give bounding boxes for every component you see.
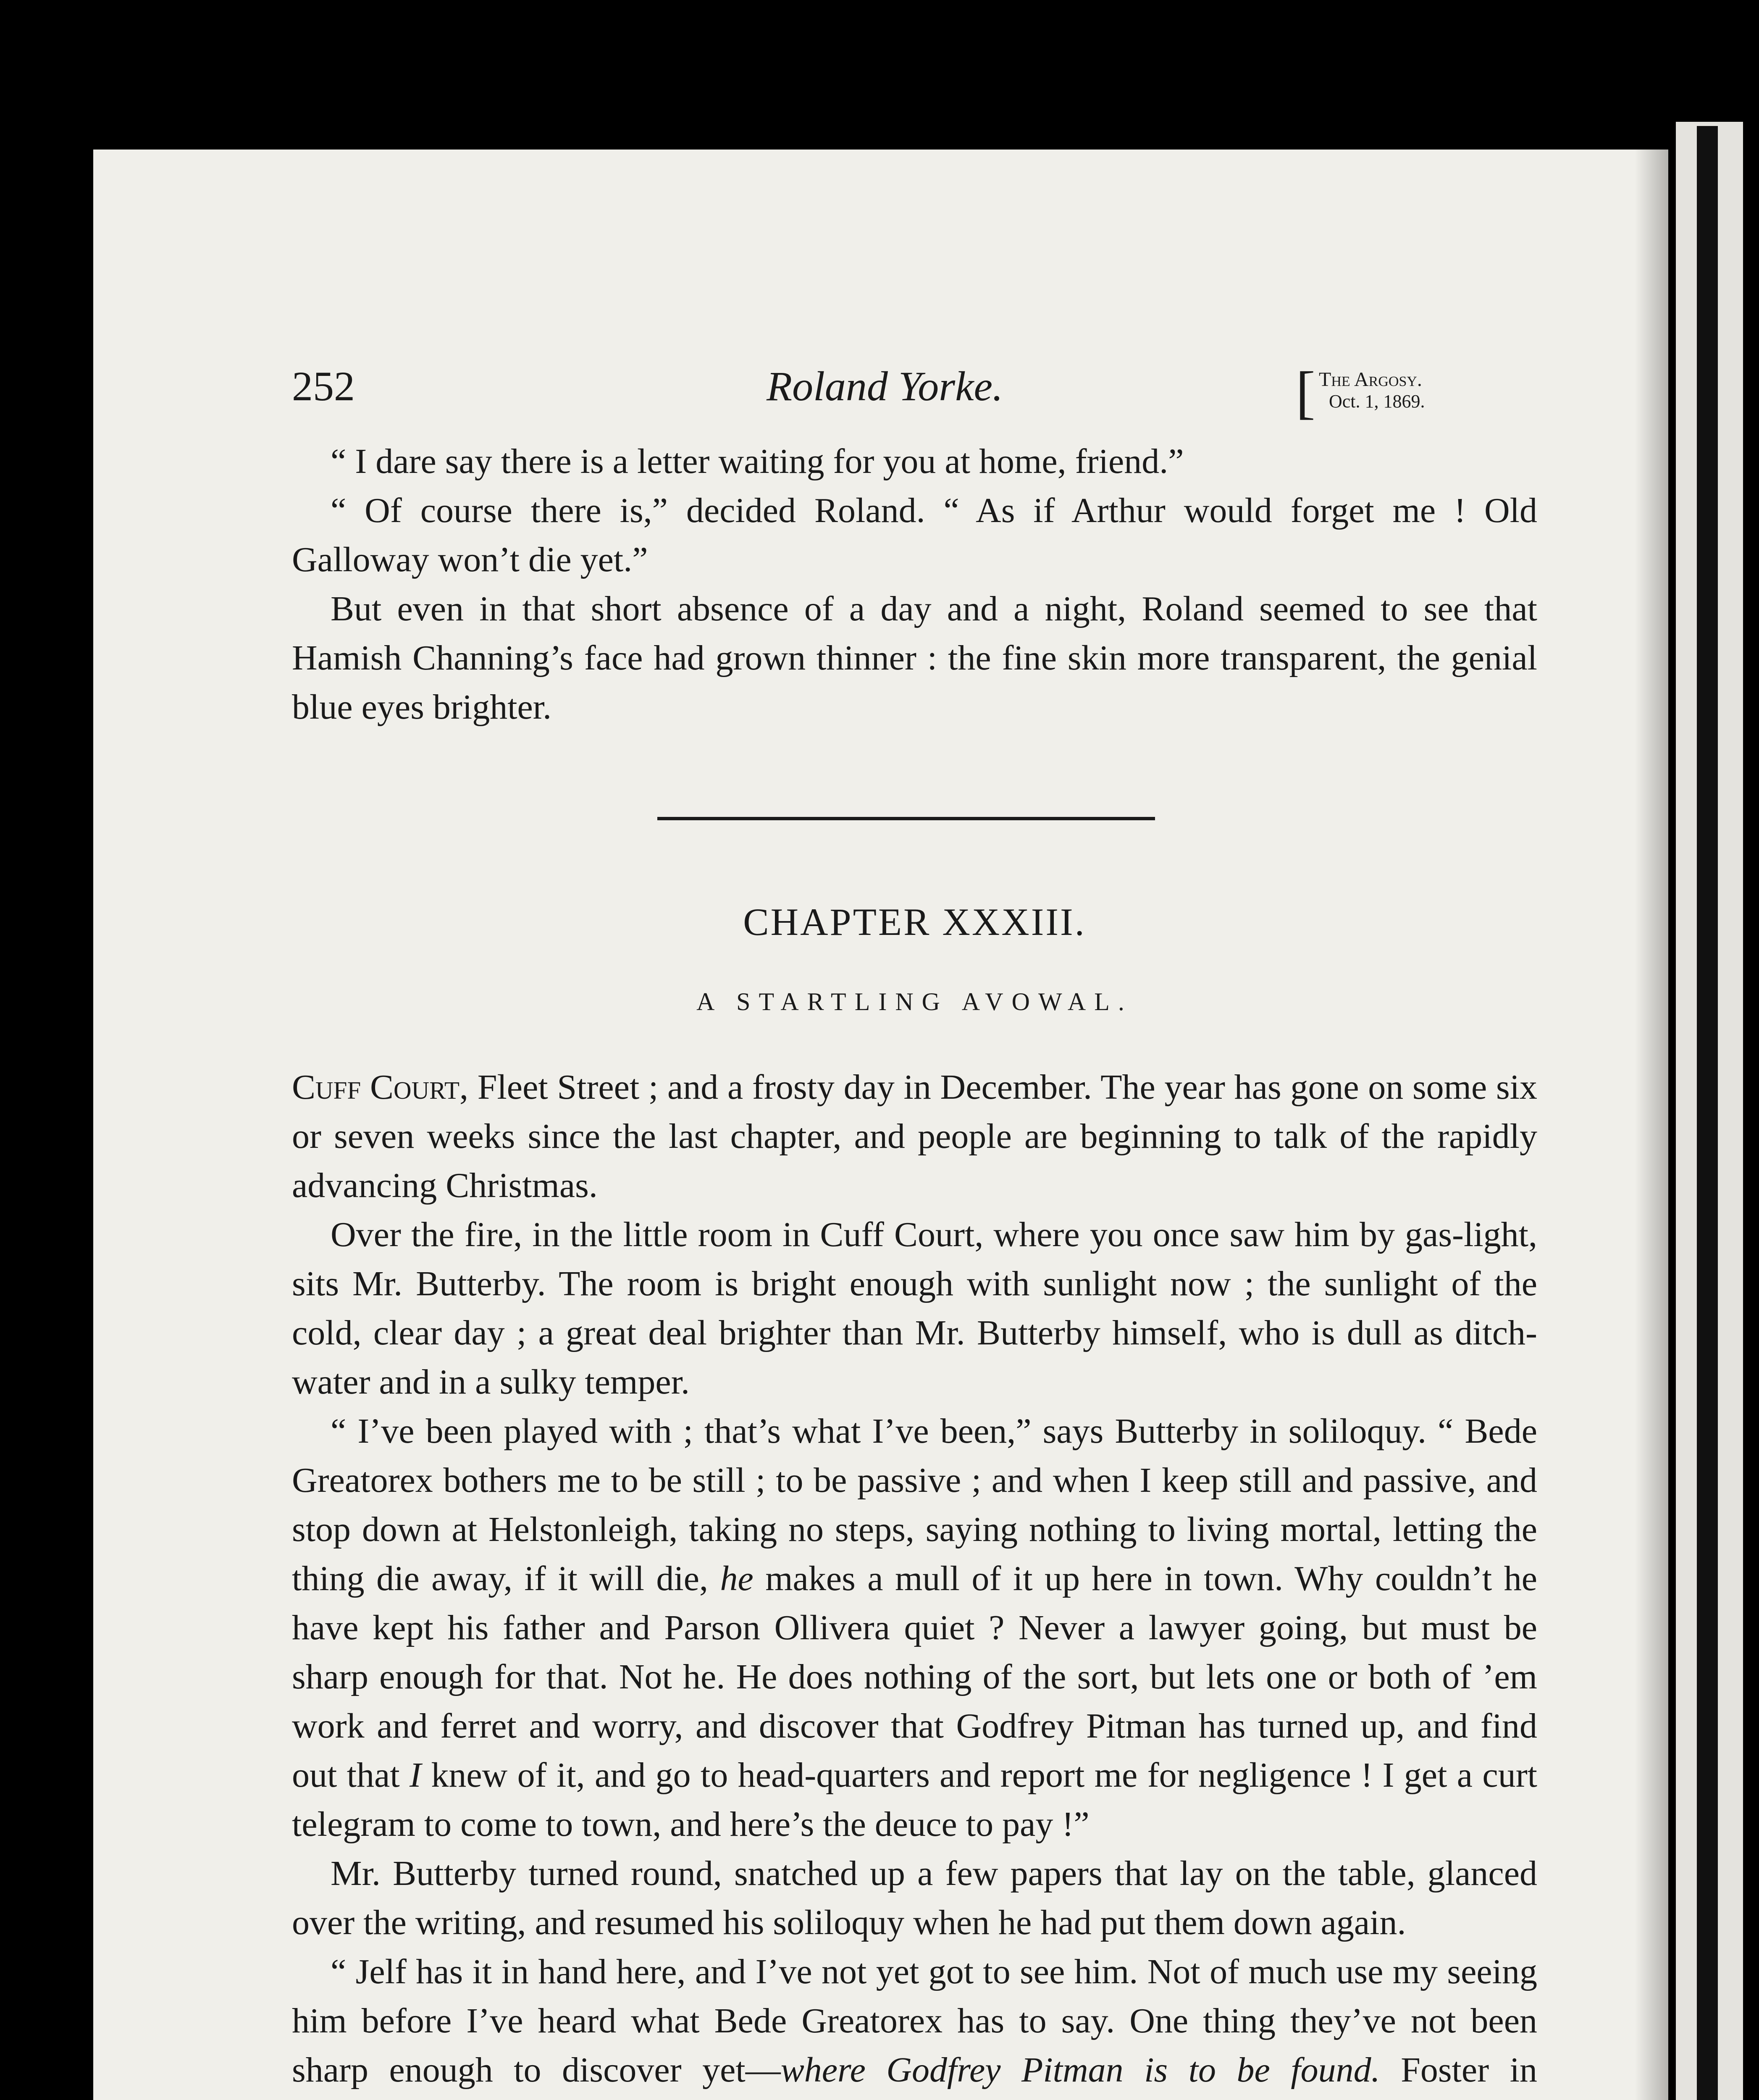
chapter-subtitle: A STARTLING AVOWAL. <box>696 988 1133 1016</box>
section-divider <box>657 817 1155 820</box>
journal-date: Oct. 1, 1869. <box>1329 391 1425 412</box>
page-header <box>292 360 1552 433</box>
paragraph <box>292 1063 1537 1210</box>
emphasis: I <box>410 1756 421 1795</box>
paragraph <box>292 1947 1537 2100</box>
paragraph-text: Fleet Street ; and a frosty day in December. The year has gone on some six or seven weeks since the last chapter, and people are beginning to talk of the rapidly advancing Christmas. <box>292 1068 1537 1205</box>
paragraph: “ Of course there is,” decided Roland. “ As if Arthur would forget me ! Old Galloway won’t die yet.” <box>292 491 1537 579</box>
paragraph-text: “ Jelf has it in hand here, and I’ve not yet got to see him. Not of much use my seeing him before I’ve heard what Bede Greatorex has to say. One thing they’ve not been sharp enough to discover yet— <box>292 1952 1537 2090</box>
page-number: 252 <box>292 363 355 410</box>
header-bracket: [ <box>1296 360 1315 425</box>
journal-reference <box>1319 369 1425 412</box>
page-shadow <box>1635 150 1668 2100</box>
emphasis: he <box>720 1559 753 1598</box>
opening-words: Cuff Court, <box>292 1068 469 1107</box>
paragraph: Over the fire, in the little room in Cuff Court, where you once saw him by gas-light, sits Mr. Butterby. The room is bright enough with sunlight now ; the sunlight of the cold, clear day ; a great deal brighter than Mr. Butterby himself, who is dull as ditch-water and in a sulky temper. <box>292 1215 1537 1402</box>
paragraph-text: Foster in <box>1401 2050 1537 2090</box>
journal-name: The Argosy. <box>1319 368 1422 391</box>
book-gutter <box>1697 126 1718 2100</box>
paragraph: “ I dare say there is a letter waiting for you at home, friend.” <box>331 442 1184 481</box>
paragraph: But even in that short absence of a day and a night, Roland seemed to see that Hamish Channing’s face had grown thinner : the fine skin more transparent, the genial blue eyes brighter. <box>292 589 1537 727</box>
chapter-title: CHAPTER XXXIII. <box>743 900 1086 943</box>
running-title: Roland Yorke. <box>767 363 1003 410</box>
paragraph-text: knew of it, and go to head-quarters and report me for negligence ! I get a curt telegram to come to town, and here’s the deuce to pay !” <box>292 1756 1538 1844</box>
paragraph-text: “ I’ve been played with ; that’s what I’ve been,” says Butterby in soliloquy. “ Bede Greatorex bothers me to be still ; to be passive ; and when I keep still and passive, and stop down at Helstonleigh, taking no steps, saying nothing to living mortal, letting the thing die away, if it will die, <box>292 1412 1537 1598</box>
chapter-body <box>292 1063 1537 2100</box>
paragraph: Mr. Butterby turned round, snatched up a few papers that lay on the table, glanced over the writing, and resumed his soliloquy when he had put them down again. <box>292 1854 1537 1942</box>
paragraph-text: makes a mull of it up here in town. Why couldn’t he have kept his father and Parson Ollivera quiet ? Never a lawyer going, but must be sharp enough for that. Not he. He does nothing of the sort, but lets one or both of ’em work and ferret and worry, and discover that Godfrey Pitman has turned up, and find out that <box>292 1559 1537 1795</box>
paragraph <box>292 1407 1537 1849</box>
emphasis: where Godfrey Pitman is to be found. <box>780 2050 1380 2090</box>
previous-chapter-ending <box>292 437 1537 732</box>
